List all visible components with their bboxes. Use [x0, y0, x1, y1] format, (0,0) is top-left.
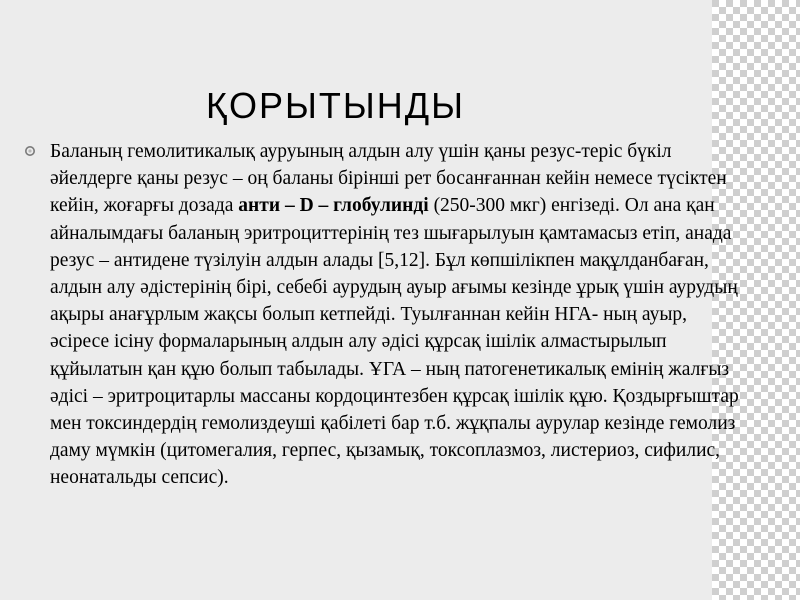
slide-title: ҚОРЫТЫНДЫ [206, 85, 465, 126]
body-text-part-1: Баланың гемолитикалық ауруының алдын алу үшін қаны резус-теріс бүкіл әйелдерге қаны резус – оң баланы бірінші рет босанғаннан кейін немесе түсіктен кейін, жоғарғы дозада [50, 141, 727, 217]
body-text-part-2: (250-300 мкг) енгізеді. Ол ана қан айналымдағы баланың эритроциттерінің тез шығарылуын қамтамасыз етіп, анада резус – антидене түзілуін алдын алады [5,12]. Бұл көпшілікпен мақұлданбаған, алдын алу әдістерінің бірі, себебі аурудың ауыр ағымы кезінде ұрық үшін аурудың ақыры анағұрлым жақсы болып кетпейді. Туылғаннан кейін НГА- ның ауыр, әсіресе ісіну формаларының алдын алу әдісі құрсақ ішілік алмастырылып құйылатын қан құю болып табылады. ҰГА – ның патогенетикалық емінің жалғыз әдісі – эритроцитарлы массаны кордоцинтезбен құрсақ ішілік құю. Қоздырғыштар мен токсиндердің гемолиздеуші қабілеті бар т.б. жұқпалы аурулар кезінде гемолиз даму мүмкін (цитомегалия, герпес, қызамық, токсоплазмоз, листериоз, сифилис, неонатальды сепсис). [50, 195, 739, 489]
body-text [50, 138, 745, 492]
circle-bullet-icon [22, 138, 40, 162]
body-text-bold: анти – D – глобулинді [238, 195, 429, 217]
